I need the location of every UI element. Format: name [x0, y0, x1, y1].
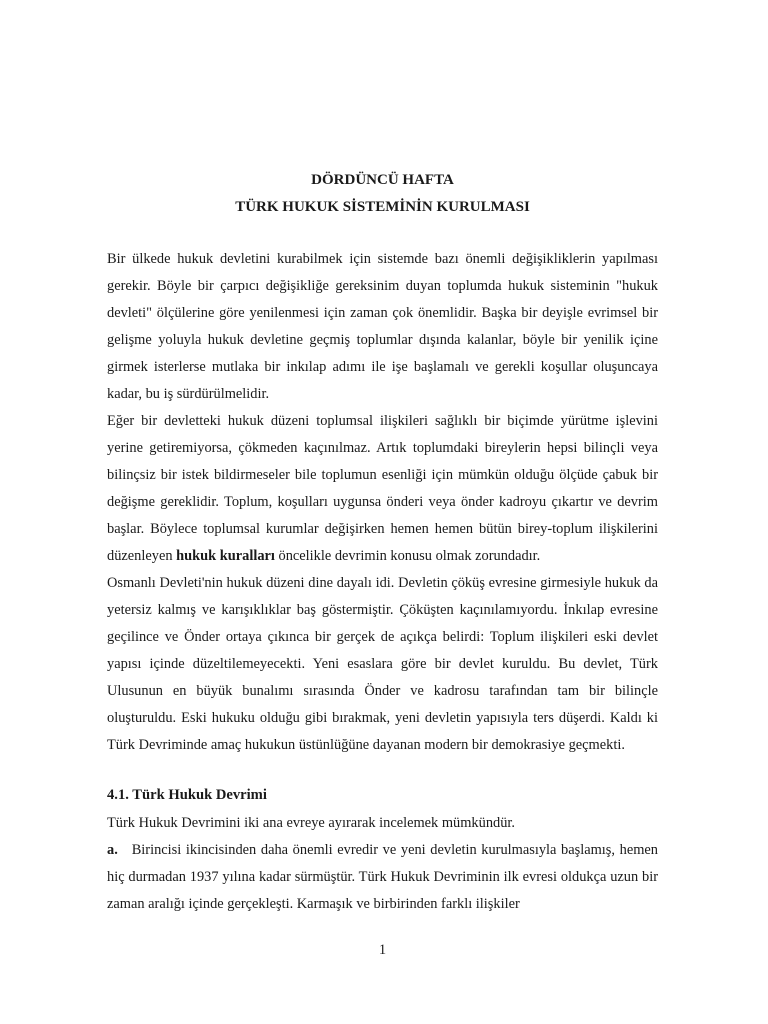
page-number: 1: [378, 942, 387, 958]
paragraph-text: Eğer bir devletteki hukuk düzeni toplumsal ilişkileri sağlıklı bir biçimde yürütme işlevini yerine getiremiyorsa, çökmeden kaçınılmaz. Artık toplumdaki bireylerin hepsi bilinçli veya bilinçsiz bir istek bildirmeseler bile toplumun esenliği için mümkün olduğu ölçüde çabuk bir değişme gereklidir. Toplum, koşulları uygunsa önderi veya önder kadroyu çıkartır ve devrim başlar. Böylece toplumsal kurumlar değişirken hemen hemen bütün birey-toplum ilişkilerini düzenleyen: [107, 413, 658, 564]
list-item-text: Birincisi ikincisinden daha önemli evredir ve yeni devletin kurulmasıyla başlamış, hemen hiç durmadan 1937 yılına kadar sürmüştür. Türk Hukuk Devriminin ilk evresi oldukça uzun bir zaman aralığı içinde gerçekleşti. Karmaşık ve birbirinden farklı ilişkiler: [107, 842, 658, 912]
paragraph-text: öncelikle devrimin konusu olmak zorundadır.: [274, 548, 541, 564]
section-intro: Türk Hukuk Devrimini iki ana evreye ayırarak incelemek mümkündür.: [107, 815, 516, 831]
paragraph: Bir ülkede hukuk devletini kurabilmek için sistemde bazı önemli değişikliklerin yapılması gerekir. Böyle bir çarpıcı değişikliğe gereksinim duyan toplumda hukuk sisteminin "hukuk devleti" ölçülerine göre yenilenmesi için zaman çok önemlidir. Başka bir deyişle evrimsel bir gelişme yoluyla hukuk devletine geçmiş toplumlar dışında kalanlar, böyle bir yenilik içine girmek isterlerse mutlaka bir inkılap adımı ile işe başlamalı ve gerekli koşullar oluşuncaya kadar, bu iş sürdürülmelidir.: [107, 251, 658, 402]
topic-title: TÜRK HUKUK SİSTEMİNİN KURULMASI: [235, 199, 530, 215]
bold-phrase: hukuk kuralları: [176, 548, 275, 564]
section-heading: 4.1. Türk Hukuk Devrimi: [107, 787, 267, 803]
list-item-label: a.: [107, 842, 118, 858]
list-item-a: [107, 837, 658, 918]
paragraph: Osmanlı Devleti'nin hukuk düzeni dine dayalı idi. Devletin çöküş evresine girmesiyle hukuk da yetersiz kalmış ve karışıklıklar baş göstermiştir. Çöküşten kaçınılamıyordu. İnkılap evresine geçilince ve Önder ortaya çıkınca bir gerçek de açıkça belirdi: Toplum ilişkileri eski devlet yapısı içinde düzeltilemeyecekti. Yeni esaslara göre bir devlet kuruldu. Bu devlet, Türk Ulusunun en büyük bunalımı sırasında Önder ve kadrosu tarafından tam bir bilinçle oluşturuldu. Eski hukuku olduğu gibi bırakmak, yeni devletin yapısıyla ters düşerdi. Kaldı ki Türk Devriminde amaç hukukun üstünlüğüne dayanan modern bir demokrasiye geçmekti.: [107, 575, 658, 753]
section-body: [107, 810, 658, 918]
week-title: DÖRDÜNCÜ HAFTA: [311, 172, 454, 188]
body-text: [107, 246, 658, 759]
paragraph: [107, 408, 658, 570]
